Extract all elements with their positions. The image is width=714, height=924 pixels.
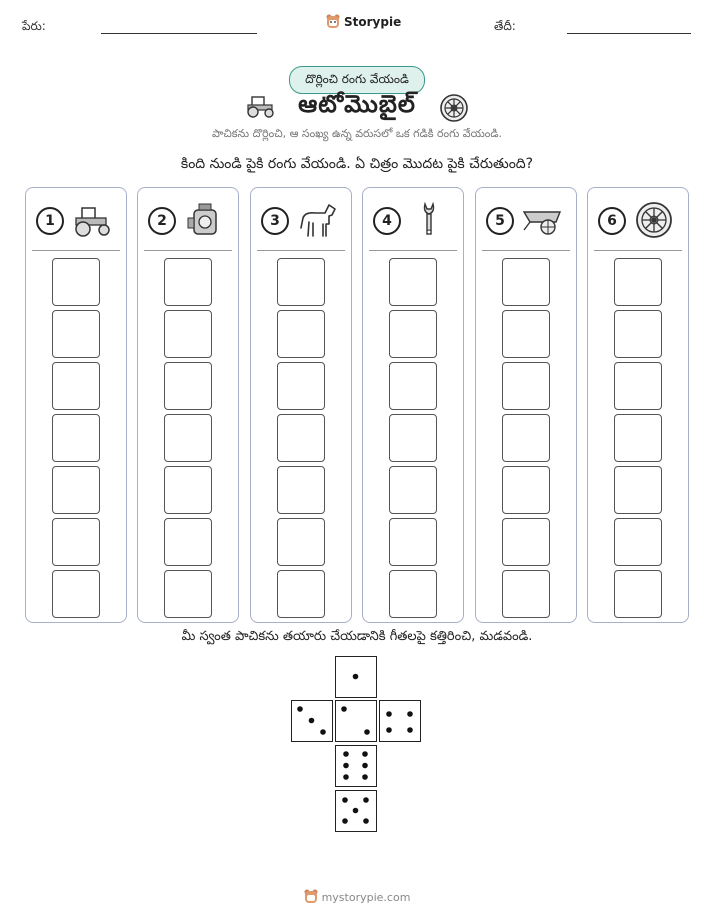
color-box[interactable] bbox=[389, 362, 437, 410]
activity-badge: దొర్లించి రంగు వేయండి bbox=[289, 66, 425, 94]
subtitle: పాచికను దొర్లించి, ఆ సంఖ్య ఉన్న వరుసలో ఒక గడికి రంగు వేయండి. bbox=[212, 127, 502, 140]
color-box[interactable] bbox=[52, 414, 100, 462]
column-number: 3 bbox=[261, 207, 289, 235]
color-box[interactable] bbox=[52, 570, 100, 618]
column-divider bbox=[482, 250, 570, 251]
color-box[interactable] bbox=[389, 518, 437, 566]
color-box[interactable] bbox=[389, 466, 437, 514]
cutout-instruction: మీ స్వంత పాచికను తయారు చేయడానికి గీతలపై కత్తిరించి, మడవండి. bbox=[181, 629, 533, 644]
cart-icon bbox=[520, 200, 564, 240]
column-5 bbox=[475, 187, 577, 623]
die-face-5 bbox=[335, 790, 377, 832]
die-face-1 bbox=[335, 656, 377, 698]
footer-url[interactable]: mystorypie.com bbox=[321, 890, 411, 904]
color-box[interactable] bbox=[164, 310, 212, 358]
horse-icon bbox=[295, 200, 339, 240]
engine-icon bbox=[182, 200, 226, 240]
column-1 bbox=[25, 187, 127, 623]
column-number: 4 bbox=[373, 207, 401, 235]
color-box[interactable] bbox=[502, 466, 550, 514]
brand-logo bbox=[326, 14, 401, 30]
wheel-icon bbox=[632, 200, 676, 240]
color-box[interactable] bbox=[164, 362, 212, 410]
column-number: 1 bbox=[36, 207, 64, 235]
color-box[interactable] bbox=[502, 362, 550, 410]
column-divider bbox=[594, 250, 682, 251]
column-divider bbox=[144, 250, 232, 251]
date-line[interactable] bbox=[567, 33, 691, 34]
color-box[interactable] bbox=[502, 414, 550, 462]
die-net bbox=[290, 656, 430, 836]
color-box[interactable] bbox=[389, 310, 437, 358]
color-box[interactable] bbox=[277, 362, 325, 410]
color-box[interactable] bbox=[277, 570, 325, 618]
color-box[interactable] bbox=[614, 362, 662, 410]
page-title: ఆటోమొబైల్ bbox=[298, 90, 416, 118]
color-box[interactable] bbox=[52, 310, 100, 358]
wheel-icon bbox=[439, 93, 469, 123]
brand-name: Storypie bbox=[344, 15, 402, 29]
column-number: 2 bbox=[148, 207, 176, 235]
color-box[interactable] bbox=[614, 258, 662, 306]
column-6 bbox=[587, 187, 689, 623]
color-box[interactable] bbox=[614, 414, 662, 462]
die-face-6 bbox=[335, 745, 377, 787]
color-box[interactable] bbox=[52, 362, 100, 410]
color-box[interactable] bbox=[52, 258, 100, 306]
wrench-icon bbox=[407, 200, 451, 240]
color-box[interactable] bbox=[614, 570, 662, 618]
color-box[interactable] bbox=[389, 258, 437, 306]
column-2 bbox=[137, 187, 239, 623]
bear-logo-icon bbox=[326, 14, 340, 30]
column-number: 6 bbox=[598, 207, 626, 235]
color-box[interactable] bbox=[502, 570, 550, 618]
color-box[interactable] bbox=[164, 466, 212, 514]
bear-logo-icon bbox=[304, 889, 318, 905]
tractor-icon bbox=[70, 200, 114, 240]
die-face-2 bbox=[335, 700, 377, 742]
color-box[interactable] bbox=[52, 518, 100, 566]
column-4 bbox=[362, 187, 464, 623]
color-box[interactable] bbox=[277, 466, 325, 514]
color-box[interactable] bbox=[277, 258, 325, 306]
name-line[interactable] bbox=[101, 33, 257, 34]
color-box[interactable] bbox=[389, 414, 437, 462]
footer bbox=[0, 889, 714, 905]
column-divider bbox=[369, 250, 457, 251]
color-box[interactable] bbox=[277, 414, 325, 462]
color-box[interactable] bbox=[502, 518, 550, 566]
column-divider bbox=[257, 250, 345, 251]
color-box[interactable] bbox=[614, 310, 662, 358]
die-face-4 bbox=[379, 700, 421, 742]
column-divider bbox=[32, 250, 120, 251]
color-box[interactable] bbox=[277, 518, 325, 566]
die-face-3 bbox=[291, 700, 333, 742]
color-box[interactable] bbox=[164, 570, 212, 618]
instruction: కింది నుండి పైకి రంగు వేయండి. ఏ చిత్రం మొదట పైకి చేరుతుంది? bbox=[180, 156, 534, 172]
name-label: పేరు: bbox=[22, 19, 46, 33]
color-box[interactable] bbox=[502, 258, 550, 306]
color-box[interactable] bbox=[614, 518, 662, 566]
color-box[interactable] bbox=[164, 414, 212, 462]
color-box[interactable] bbox=[277, 310, 325, 358]
color-box[interactable] bbox=[164, 518, 212, 566]
column-3 bbox=[250, 187, 352, 623]
column-number: 5 bbox=[486, 207, 514, 235]
color-box[interactable] bbox=[389, 570, 437, 618]
color-box[interactable] bbox=[502, 310, 550, 358]
color-box[interactable] bbox=[614, 466, 662, 514]
date-label: తేదీ: bbox=[494, 19, 516, 33]
color-box[interactable] bbox=[52, 466, 100, 514]
color-box[interactable] bbox=[164, 258, 212, 306]
